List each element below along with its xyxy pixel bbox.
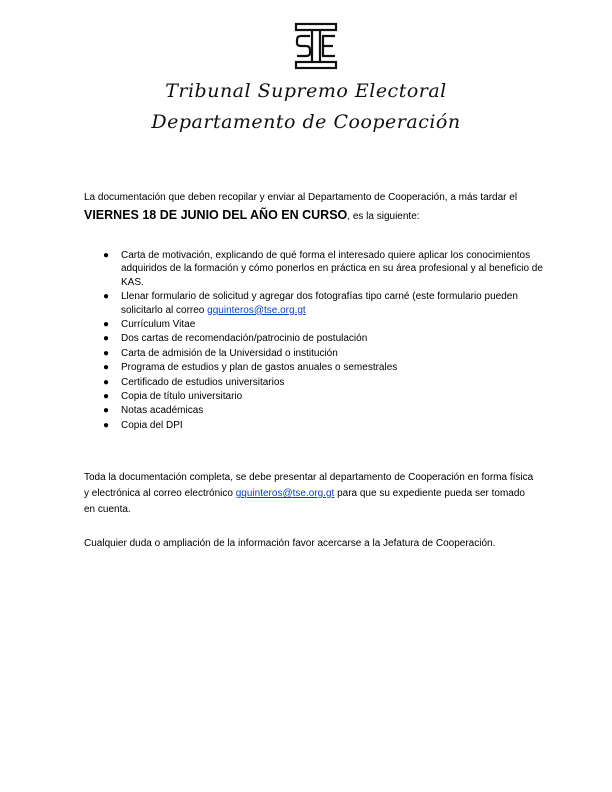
tse-logo-icon xyxy=(293,22,339,70)
bullet-icon: ● xyxy=(103,347,110,359)
deadline-date: VIERNES 18 DE JUNIO DEL AÑO EN CURSO xyxy=(84,208,348,222)
department-name: Departamento de Cooperación xyxy=(151,111,461,133)
contact-note: Cualquier duda o ampliación de la información favor acercarse a la Jefatura de Cooperación. xyxy=(84,538,496,549)
bullet-icon: ● xyxy=(103,319,110,331)
org-name: Tribunal Supremo Electoral xyxy=(165,80,447,102)
list-item: ● Copia del DPI xyxy=(103,419,183,431)
bullet-icon: ● xyxy=(103,250,110,261)
intro-text: La documentación que deben recopilar y enviar al Departamento de Cooperación, a más tardar el xyxy=(84,192,518,203)
email-link-closing[interactable]: gquinteros@tse.org.gt xyxy=(235,488,335,499)
list-item: ● Carta de motivación, explicando de qué forma el interesado quiere aplicar los conocimientos adquiridos de la formación y cómo ponerlos en práctica en su área profesional y al beneficio de KAS. xyxy=(103,250,543,288)
list-item: ● Programa de estudios y plan de gastos anuales o semestrales xyxy=(103,362,398,374)
bullet-icon: ● xyxy=(103,362,110,374)
closing-paragraph: Toda la documentación completa, se debe presentar al departamento de Cooperación en forma física y electrónica al correo electrónico gquinteros@tse.org.gt para que su expediente pueda ser tomado en cuenta. xyxy=(84,472,534,515)
list-item: ● Currículum Vitae xyxy=(103,319,196,331)
list-item: ● Notas académicas xyxy=(103,405,204,417)
email-link[interactable]: gquinteros@tse.org.gt xyxy=(207,304,306,316)
list-item: ● Certificado de estudios universitarios xyxy=(103,376,285,388)
list-item: ● Carta de admisión de la Universidad o institución xyxy=(103,347,338,359)
bullet-icon: ● xyxy=(103,291,110,303)
bullet-icon: ● xyxy=(103,333,110,345)
bullet-icon: ● xyxy=(103,391,110,403)
list-item: ● Dos cartas de recomendación/patrocinio de postulación xyxy=(103,333,368,345)
deadline-suffix: , es la siguiente: xyxy=(347,211,420,222)
bullet-icon: ● xyxy=(103,419,110,431)
deadline-line xyxy=(84,208,544,222)
list-item: ● Copia de título universitario xyxy=(103,391,243,403)
list-item: ● Llenar formulario de solicitud y agregar dos fotografías tipo carné (este formulario pueden solicitarlo al correo gquinteros@tse.org.gt xyxy=(103,291,518,316)
bullet-icon: ● xyxy=(103,405,110,417)
bullet-icon: ● xyxy=(103,376,110,388)
requirements-list xyxy=(84,249,544,433)
